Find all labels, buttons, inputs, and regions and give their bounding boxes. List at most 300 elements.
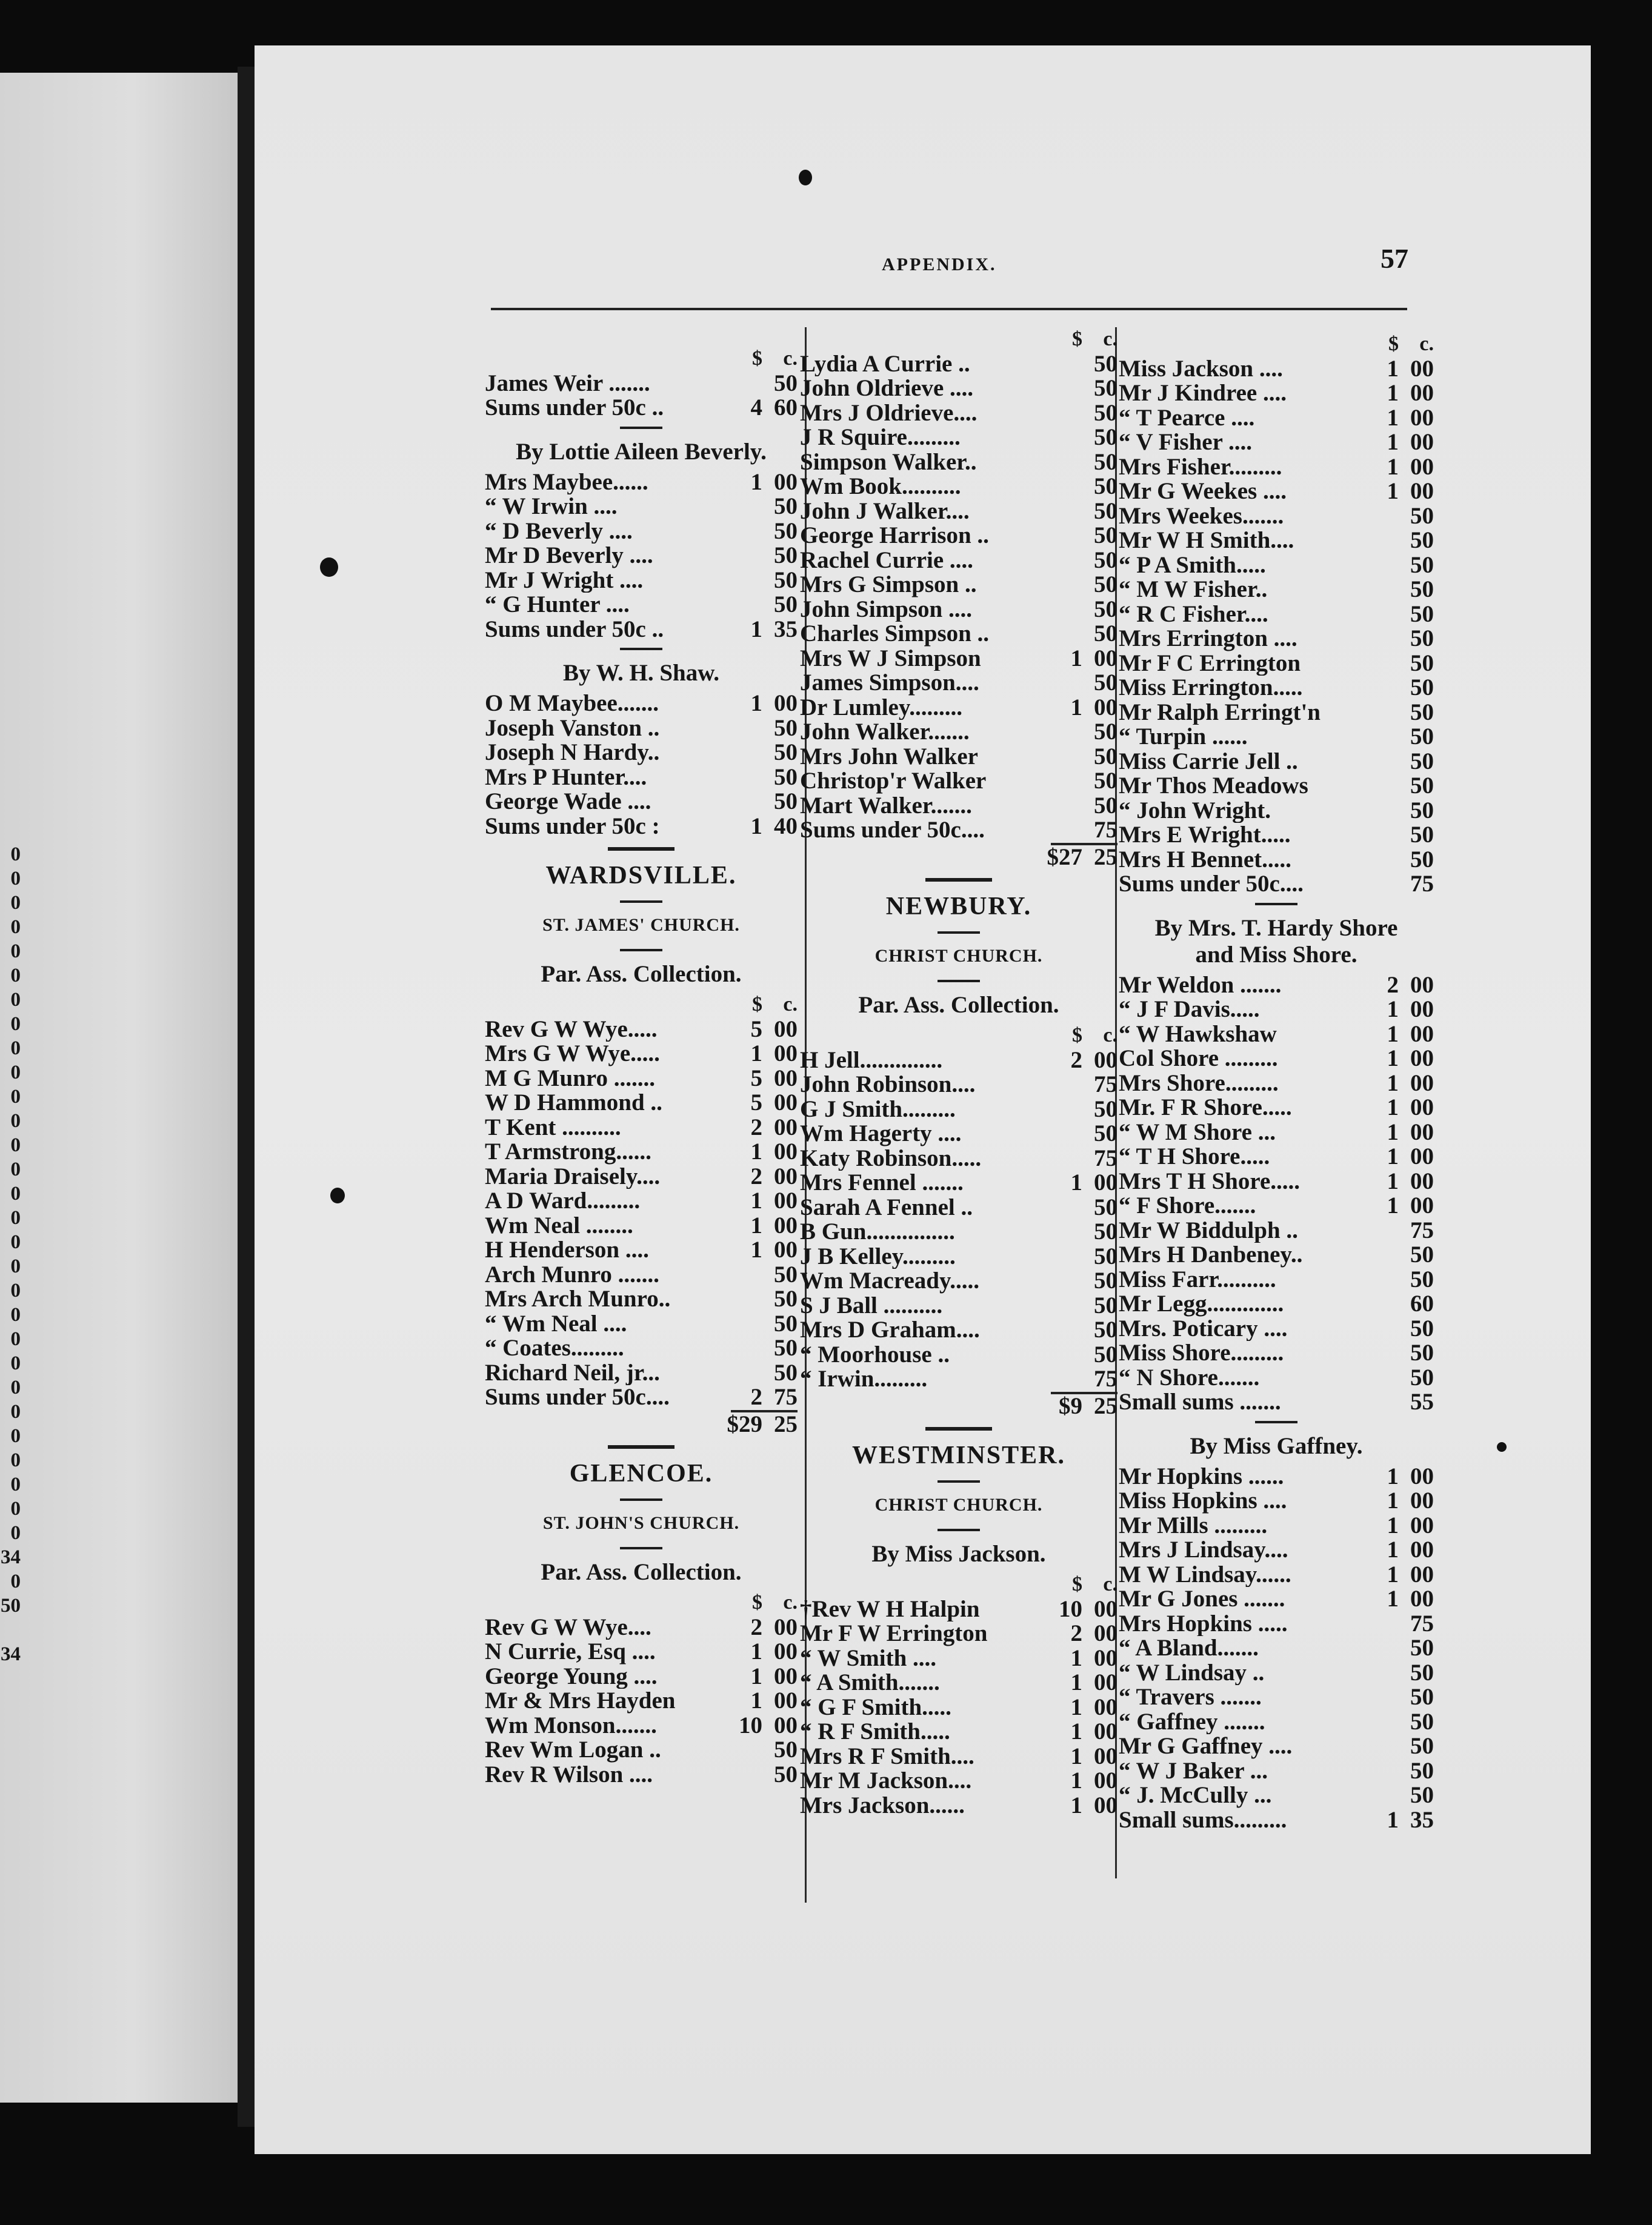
amount-dollars: 1 <box>1387 1069 1399 1096</box>
amount-dollars: 1 <box>1070 1669 1082 1695</box>
donor-name: Small sums......... <box>1119 1808 1287 1832</box>
ledger-row <box>800 1367 1117 1392</box>
ledger-row <box>800 1343 1117 1368</box>
amount-cents: 50 <box>1094 1120 1117 1146</box>
amount-cents: 00 <box>1410 1463 1434 1489</box>
ledger-row <box>485 544 798 568</box>
amount-cents: 00 <box>1094 1046 1117 1073</box>
amount-cents: 00 <box>1094 1669 1117 1695</box>
ledger-row <box>800 1646 1117 1671</box>
amount-cents: 00 <box>1410 1488 1434 1514</box>
donor-name: “ W M Shore ... <box>1119 1120 1276 1145</box>
donor-name: Rev Wm Logan .. <box>485 1738 661 1763</box>
donor-name: Col Shore ......... <box>1119 1046 1278 1071</box>
edge-number: 0 <box>10 989 21 1011</box>
ledger-row <box>485 396 798 421</box>
amount-cents: 00 <box>774 1188 798 1214</box>
amount-dollars: 2 <box>750 1384 762 1410</box>
ledger-row <box>800 1269 1117 1294</box>
donor-name: T Armstrong...... <box>485 1140 651 1165</box>
amount-dollars: 2 <box>1070 1620 1082 1646</box>
amount-cents: 00 <box>774 1237 798 1263</box>
amount-cents: 50 <box>774 1261 798 1288</box>
ledger-row <box>1119 504 1434 529</box>
donor-name: Mrs E Wright..... <box>1119 823 1291 848</box>
amount-dollars: 1 <box>1070 694 1082 720</box>
amount-cents: 50 <box>1094 792 1117 819</box>
amount-dollars: 1 <box>750 1638 762 1665</box>
ledger-row <box>485 568 798 593</box>
donor-name: Mr Weldon ....... <box>1119 973 1282 997</box>
amount-cents: 00 <box>774 468 798 495</box>
amount-cents: 75 <box>1410 1610 1434 1637</box>
amount-cents: 50 <box>1410 600 1434 627</box>
ledger-row <box>1119 1243 1434 1268</box>
total-cents: 25 <box>1094 843 1117 870</box>
donor-name: John Oldrieve .... <box>800 376 974 401</box>
donor-name: “ T Pearce .... <box>1119 405 1255 430</box>
donor-name: Miss Carrie Jell .. <box>1119 749 1298 774</box>
donor-name: M W Lindsay...... <box>1119 1562 1291 1587</box>
amount-cents: 50 <box>1410 1684 1434 1710</box>
amount-cents: 50 <box>1094 399 1117 426</box>
collector-heading: and Miss Shore. <box>1195 941 1357 968</box>
donor-name: Miss Errington..... <box>1119 676 1303 700</box>
donor-name: “ A Bland....... <box>1119 1636 1259 1661</box>
edge-number: 0 <box>10 1110 21 1132</box>
donor-name: George Wade .... <box>485 790 651 814</box>
ledger-row <box>800 720 1117 745</box>
amount-cents: 00 <box>1410 1512 1434 1538</box>
amount-dollars: $ <box>752 1591 762 1614</box>
ledger-row <box>485 1116 798 1140</box>
amount-dollars: 2 <box>1387 971 1399 998</box>
donor-name: “ G Hunter .... <box>485 593 630 617</box>
amount-cents: 40 <box>774 813 798 839</box>
amount-cents: 00 <box>1410 429 1434 455</box>
edge-number: 0 <box>10 1401 21 1423</box>
amount-cents: 00 <box>1094 1169 1117 1196</box>
ledger-row <box>485 1763 798 1788</box>
amount-cents: 50 <box>774 493 798 519</box>
ledger-row <box>485 371 798 396</box>
donor-name: Mrs H Bennet..... <box>1119 847 1291 872</box>
amount-cents: 00 <box>774 1089 798 1116</box>
amount-cents: 75 <box>774 1384 798 1410</box>
donor-name: Wm Book.......... <box>800 474 961 499</box>
amount-header <box>800 1572 1117 1597</box>
ledger-row <box>1119 750 1434 774</box>
ledger-row <box>800 1048 1117 1073</box>
amount-cents: 00 <box>1410 1586 1434 1612</box>
ledger-row <box>800 1744 1117 1769</box>
amount-cents: 75 <box>1094 1071 1117 1097</box>
amount-dollars: 1 <box>1387 1119 1399 1145</box>
amount-cents: 00 <box>1094 1645 1117 1671</box>
amount-cents: 50 <box>1410 699 1434 725</box>
ledger-row <box>1119 627 1434 651</box>
amount-cents: 00 <box>1410 1192 1434 1219</box>
amount-cents: 75 <box>1094 1366 1117 1392</box>
ledger-row <box>485 1361 798 1386</box>
amount-cents: 00 <box>774 1040 798 1066</box>
ledger-row <box>1119 1734 1434 1759</box>
donor-name: Mr F W Errington <box>800 1621 988 1646</box>
amount-cents: 50 <box>774 1286 798 1312</box>
donor-name: B Gun............... <box>800 1220 955 1245</box>
amount-cents: 00 <box>1094 645 1117 671</box>
donor-name: “ M W Fisher.. <box>1119 577 1268 602</box>
amount-cents: 50 <box>774 567 798 593</box>
donor-name: Mrs Maybee...... <box>485 470 648 494</box>
amount-dollars: 5 <box>750 1065 762 1091</box>
donor-name: James Weir ....... <box>485 371 650 396</box>
amount-header <box>800 1023 1117 1048</box>
ledger-row <box>800 745 1117 770</box>
left-page-edge-numbers <box>0 842 21 1666</box>
donor-name: Mrs G Simpson .. <box>800 573 977 597</box>
donor-name: “ Gaffney ....... <box>1119 1709 1265 1734</box>
amount-cents: 50 <box>1410 625 1434 651</box>
edge-number: 0 <box>10 1037 21 1059</box>
amount-dollars: 1 <box>1070 645 1082 671</box>
ledger-row <box>1119 357 1434 382</box>
donor-name: Mr G Weekes .... <box>1119 479 1287 504</box>
donor-name: Mr J Wright .... <box>485 568 644 593</box>
amount-cents: 50 <box>774 763 798 790</box>
amount-dollars: 1 <box>750 1212 762 1239</box>
amount-dollars: 1 <box>1387 1806 1399 1833</box>
ledger-row <box>1119 602 1434 627</box>
amount-dollars: 1 <box>750 1139 762 1165</box>
amount-cents: 50 <box>1410 1242 1434 1268</box>
amount-cents: 00 <box>774 1688 798 1714</box>
amount-cents: c. <box>1103 1573 1117 1595</box>
donor-name: Rachel Currie .... <box>800 548 973 573</box>
amount-dollars: 1 <box>1387 1168 1399 1194</box>
donor-name: Mr. F R Shore..... <box>1119 1096 1292 1120</box>
amount-cents: 75 <box>1410 871 1434 897</box>
ledger-row <box>1119 381 1434 406</box>
section-divider <box>620 1547 662 1549</box>
ledger-row <box>800 1671 1117 1695</box>
ledger-row <box>1119 1317 1434 1342</box>
amount-cents: 50 <box>1410 1266 1434 1292</box>
amount-cents: 50 <box>1094 522 1117 548</box>
church-name: ST. JOHN'S CHURCH. <box>542 1513 740 1533</box>
amount-header <box>1119 332 1434 357</box>
ledger-row <box>1119 1587 1434 1612</box>
amount-dollars: $ <box>1072 1024 1082 1046</box>
ledger-row <box>1119 1514 1434 1538</box>
ledger-row <box>485 593 798 617</box>
amount-dollars: $ <box>1072 1573 1082 1595</box>
donor-name: Mr J Kindree .... <box>1119 381 1287 406</box>
amount-cents: 35 <box>1410 1806 1434 1833</box>
ink-spot <box>320 557 338 577</box>
amount-cents: 00 <box>1094 1620 1117 1646</box>
section-divider <box>938 1529 980 1531</box>
amount-cents: 00 <box>1410 1094 1434 1120</box>
amount-header <box>485 993 798 1017</box>
donor-name: “ W Irwin .... <box>485 494 618 519</box>
ledger-row <box>1119 1169 1434 1194</box>
amount-dollars: 1 <box>1387 1537 1399 1563</box>
edge-number: 0 <box>10 1086 21 1108</box>
donor-name: Joseph N Hardy.. <box>485 740 660 765</box>
donor-name: Richard Neil, jr... <box>485 1360 660 1385</box>
ledger-row <box>800 597 1117 622</box>
amount-cents: 50 <box>1094 1268 1117 1294</box>
donor-name: Mrs Errington .... <box>1119 627 1297 651</box>
amount-dollars: 1 <box>750 1188 762 1214</box>
edge-number: 0 <box>10 1425 21 1447</box>
amount-dollars: $ <box>752 347 762 370</box>
donor-name: Mr D Beverly .... <box>485 544 653 568</box>
ledger-row <box>485 1165 798 1189</box>
amount-cents: 50 <box>1410 773 1434 799</box>
donor-name: John J Walker.... <box>800 499 970 524</box>
ledger-column-3 <box>1119 332 1434 1832</box>
amount-dollars: 1 <box>1387 1020 1399 1047</box>
amount-dollars: 1 <box>1387 1586 1399 1612</box>
amount-cents: 50 <box>1410 1708 1434 1735</box>
section-divider <box>938 980 980 982</box>
ledger-row <box>800 573 1117 597</box>
amount-cents: 50 <box>1094 670 1117 696</box>
amount-cents: c. <box>1419 333 1434 355</box>
edge-number: 0 <box>10 1256 21 1277</box>
ledger-row <box>1119 528 1434 553</box>
edge-number: 0 <box>10 892 21 914</box>
donor-name: Mr F C Errington <box>1119 651 1301 676</box>
amount-cents: 00 <box>1094 1694 1117 1720</box>
section-divider <box>938 1480 980 1483</box>
donor-name: Dr Lumley......... <box>800 695 962 720</box>
amount-cents: 50 <box>1094 448 1117 475</box>
ledger-row <box>1119 406 1434 431</box>
ledger-row <box>485 1640 798 1665</box>
ledger-row <box>800 794 1117 819</box>
edge-number: 0 <box>10 1134 21 1156</box>
ledger-row <box>1119 553 1434 578</box>
amount-dollars: 2 <box>750 1114 762 1140</box>
ledger-row <box>1119 1194 1434 1219</box>
amount-cents: 00 <box>774 1638 798 1665</box>
donor-name: Mr & Mrs Hayden <box>485 1689 676 1714</box>
amount-cents: 50 <box>1094 375 1117 401</box>
amount-cents: 50 <box>1410 1315 1434 1342</box>
amount-cents: 50 <box>1094 1317 1117 1343</box>
amount-dollars: 1 <box>1387 380 1399 406</box>
ledger-row <box>1119 848 1434 873</box>
donor-name: Wm Monson....... <box>485 1713 657 1738</box>
donor-name: “ A Smith....... <box>800 1671 940 1695</box>
ledger-row <box>1119 1046 1434 1071</box>
ledger-row <box>485 1263 798 1288</box>
amount-cents: 00 <box>774 690 798 716</box>
donor-name: Mrs Weekes....... <box>1119 504 1284 528</box>
donor-name: Miss Shore......... <box>1119 1341 1284 1366</box>
donor-name: Lydia A Currie .. <box>800 351 970 376</box>
amount-dollars: $ <box>1388 333 1399 355</box>
amount-header <box>485 1591 798 1615</box>
amount-cents: 50 <box>1410 502 1434 529</box>
donor-name: Mrs Arch Munro.. <box>485 1287 671 1312</box>
ledger-row <box>485 716 798 741</box>
ledger-row <box>1119 774 1434 799</box>
donor-name: Sums under 50c.... <box>485 1385 670 1410</box>
ledger-row <box>485 617 798 642</box>
amount-cents: 50 <box>1410 846 1434 873</box>
left-page-fragment <box>0 73 242 2103</box>
donor-name: “ P A Smith..... <box>1119 553 1266 577</box>
donor-name: “ W Hawkshaw <box>1119 1022 1277 1046</box>
total-cents: 25 <box>774 1411 798 1437</box>
ledger-row <box>1119 973 1434 998</box>
ledger-row <box>485 1189 798 1214</box>
donor-name: “ W Smith .... <box>800 1646 937 1671</box>
donor-name: Christop'r Walker <box>800 769 987 794</box>
amount-cents: 50 <box>1410 723 1434 750</box>
donor-name: Rev G W Wye.... <box>485 1615 651 1640</box>
ledger-row <box>800 1171 1117 1196</box>
total-dollars: $29 <box>727 1411 762 1437</box>
donor-name: “ G F Smith..... <box>800 1695 951 1720</box>
donor-name: “ Irwin......... <box>800 1367 928 1392</box>
donor-name: “ R C Fisher.... <box>1119 602 1268 627</box>
donor-name: G J Smith......... <box>800 1097 956 1122</box>
total-block <box>800 843 1117 870</box>
amount-cents: 00 <box>1410 453 1434 480</box>
donor-name: James Simpson.... <box>800 671 979 696</box>
ledger-row <box>800 352 1117 377</box>
amount-cents: 50 <box>774 1310 798 1337</box>
ledger-row <box>485 470 798 495</box>
donor-name: Mrs G W Wye..... <box>485 1042 660 1066</box>
amount-cents: 60 <box>774 394 798 421</box>
ledger-row <box>1119 1538 1434 1563</box>
amount-cents: 50 <box>774 1335 798 1361</box>
amount-cents: 50 <box>774 714 798 741</box>
amount-dollars: 1 <box>1070 1694 1082 1720</box>
donor-name: H Henderson .... <box>485 1238 649 1263</box>
amount-dollars: 1 <box>1387 1094 1399 1120</box>
ledger-row <box>800 1695 1117 1720</box>
donor-name: Mrs W J Simpson <box>800 646 981 671</box>
donor-name: “ Coates......... <box>485 1336 624 1361</box>
ledger-row <box>485 1042 798 1066</box>
amount-dollars: 1 <box>1387 429 1399 455</box>
edge-number: 0 <box>10 1522 21 1544</box>
ledger-row <box>1119 997 1434 1022</box>
amount-cents: c. <box>783 993 798 1016</box>
amount-cents: 50 <box>774 1359 798 1386</box>
donor-name: Mrs Fisher......... <box>1119 454 1282 479</box>
donor-name: Mrs H Danbeney.. <box>1119 1243 1303 1268</box>
collector-heading: By Miss Jackson. <box>871 1541 1046 1567</box>
ledger-row <box>800 450 1117 475</box>
section-divider <box>620 648 662 650</box>
amount-dollars: 1 <box>1070 1768 1082 1794</box>
edge-number: 0 <box>10 916 21 938</box>
ledger-row <box>1119 430 1434 455</box>
amount-cents: 50 <box>1094 547 1117 573</box>
collector-heading: Par. Ass. Collection. <box>541 1559 742 1585</box>
amount-cents: 50 <box>1094 620 1117 647</box>
amount-dollars: 1 <box>1387 404 1399 431</box>
ledger-row <box>485 1665 798 1689</box>
amount-cents: 00 <box>1410 1537 1434 1563</box>
donor-name: Simpson Walker.. <box>800 450 977 474</box>
collector-heading: By W. H. Shaw. <box>563 660 719 686</box>
amount-dollars: $ <box>1072 328 1082 350</box>
amount-dollars: 1 <box>1387 1192 1399 1219</box>
ledger-row <box>485 790 798 814</box>
donor-name: W D Hammond .. <box>485 1091 662 1116</box>
amount-dollars: 1 <box>1387 1045 1399 1071</box>
donor-name: “ W Lindsay .. <box>1119 1660 1265 1685</box>
amount-cents: 00 <box>1094 1768 1117 1794</box>
ledger-row <box>800 1220 1117 1245</box>
donor-name: Sums under 50c.... <box>800 818 985 843</box>
amount-cents: 50 <box>1094 473 1117 499</box>
ledger-row <box>1119 725 1434 750</box>
ledger-row <box>1119 799 1434 823</box>
ledger-row <box>1119 1612 1434 1637</box>
ledger-row <box>1119 479 1434 504</box>
ledger-row <box>485 1066 798 1091</box>
ledger-row <box>800 1294 1117 1319</box>
ledger-row <box>1119 1390 1434 1415</box>
amount-cents: 00 <box>1094 1595 1117 1622</box>
section-divider <box>925 1427 992 1431</box>
ledger-row <box>1119 1759 1434 1784</box>
section-divider <box>620 1498 662 1501</box>
church-name: CHRIST CHURCH. <box>874 946 1043 966</box>
ledger-row <box>1119 1219 1434 1243</box>
ledger-row <box>1119 1563 1434 1588</box>
edge-number: 0 <box>10 1474 21 1495</box>
section-divider <box>608 1445 674 1449</box>
donor-name: Sums under 50c .. <box>485 396 664 421</box>
amount-dollars: 1 <box>750 813 762 839</box>
collector-heading: By Lottie Aileen Beverly. <box>516 438 767 465</box>
amount-cents: 50 <box>1410 797 1434 823</box>
ledger-row <box>1119 700 1434 725</box>
donor-name: “ N Shore....... <box>1119 1365 1260 1390</box>
ledger-row <box>485 691 798 716</box>
amount-cents: 00 <box>774 1139 798 1165</box>
edge-number: 0 <box>10 1377 21 1399</box>
donor-name: John Robinson.... <box>800 1073 976 1097</box>
amount-dollars: 1 <box>1387 355 1399 382</box>
donor-name: Mr M Jackson.... <box>800 1769 972 1794</box>
donor-name: Charles Simpson .. <box>800 622 990 647</box>
donor-name: Mr Legg............. <box>1119 1292 1284 1317</box>
donor-name: “ Moorhouse .. <box>800 1342 950 1367</box>
amount-cents: 50 <box>1410 822 1434 848</box>
donor-name: Wm Macready..... <box>800 1269 980 1294</box>
total-row <box>800 1394 1117 1419</box>
amount-cents: 50 <box>1094 768 1117 794</box>
donor-name: T Kent .......... <box>485 1115 621 1140</box>
donor-name: Sums under 50c : <box>485 814 660 839</box>
donor-name: N Currie, Esq .... <box>485 1640 656 1665</box>
ledger-row <box>800 622 1117 647</box>
ledger-column-1 <box>485 347 798 1787</box>
amount-cents: 00 <box>1410 1020 1434 1047</box>
